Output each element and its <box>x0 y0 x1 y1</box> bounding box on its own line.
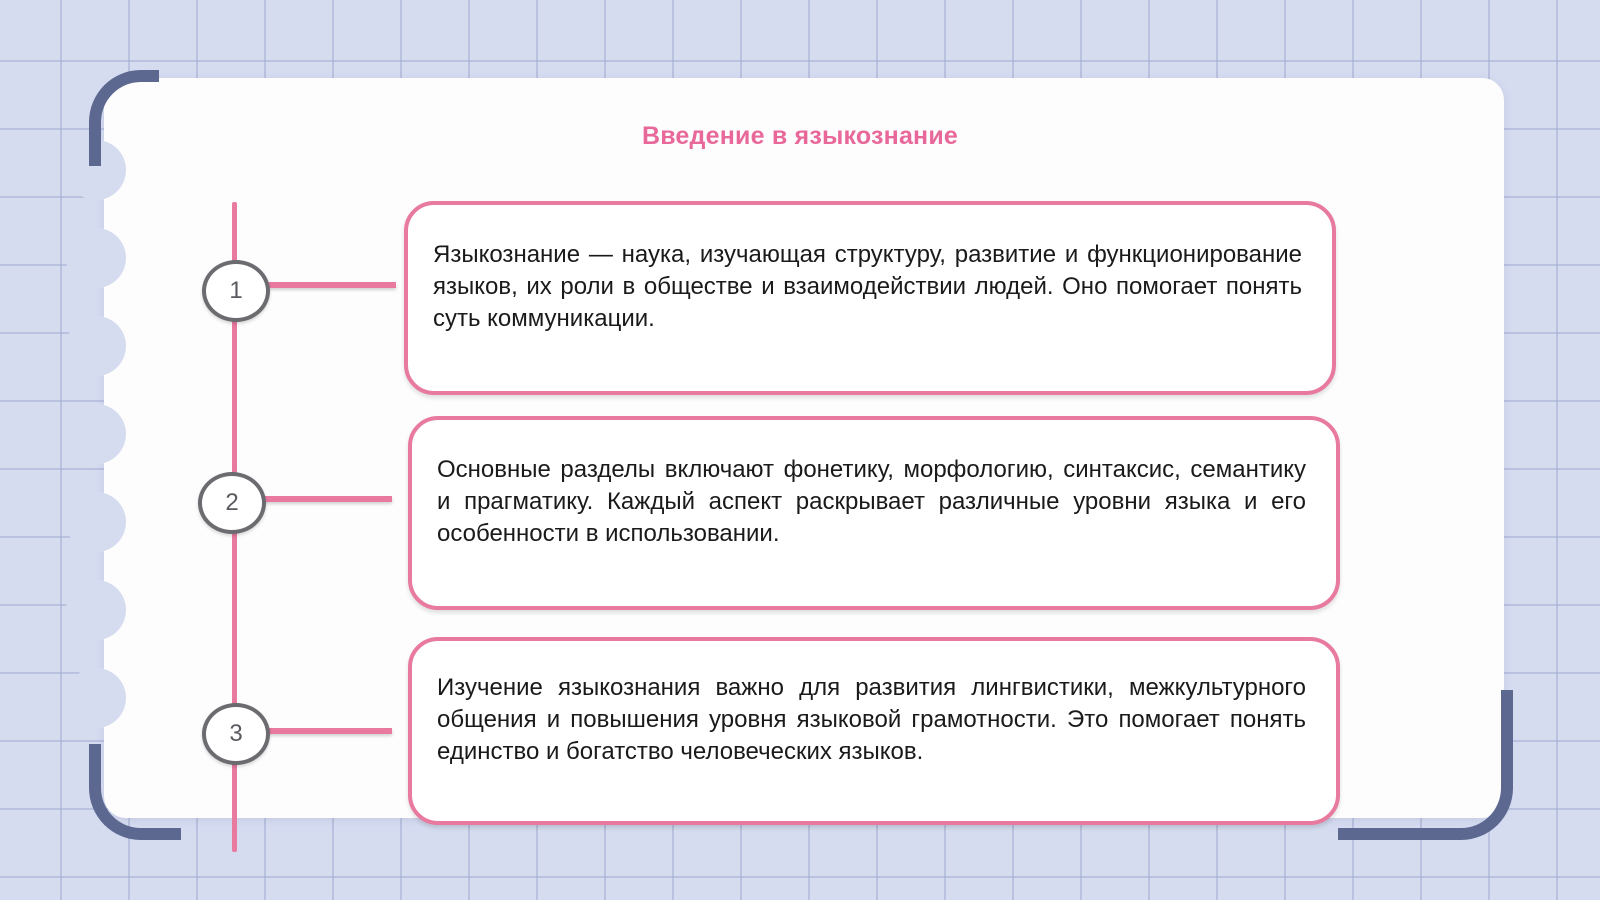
content-card-1 <box>404 201 1336 395</box>
card-text: Языкознание — наука, изучающая структуру, развитие и функционирование языков, их роли в обществе и взаимодействии людей. Оно помогает понять суть коммуникации. <box>433 241 1302 332</box>
binder-hole <box>66 580 126 640</box>
content-card-2 <box>408 416 1340 610</box>
corner-bracket-top-left <box>89 70 159 166</box>
binder-hole <box>66 404 126 464</box>
step-number-2: 2 <box>198 472 266 534</box>
timeline-connector <box>266 282 396 288</box>
corner-bracket-bottom-right <box>1338 690 1513 840</box>
card-text: Изучение языкознания важно для развития лингвистики, межкультурного общения и повышения уровня языковой грамотности. Это помогает понять единство и богатство человеческих языков. <box>437 674 1306 765</box>
binder-hole <box>66 228 126 288</box>
binder-hole <box>66 316 126 376</box>
corner-bracket-bottom-left <box>89 744 181 840</box>
timeline-connector <box>262 496 392 502</box>
slide-title: Введение в языкознание <box>641 122 959 150</box>
content-card-3 <box>408 637 1340 825</box>
card-text: Основные разделы включают фонетику, морфологию, синтаксис, семантику и прагматику. Каждый аспект раскрывает различные уровни языка и его особенности в использовании. <box>437 456 1306 547</box>
step-number-1: 1 <box>202 260 270 322</box>
timeline-connector <box>266 728 392 734</box>
step-number-3: 3 <box>202 703 270 765</box>
binder-hole <box>66 492 126 552</box>
binder-hole <box>66 668 126 728</box>
